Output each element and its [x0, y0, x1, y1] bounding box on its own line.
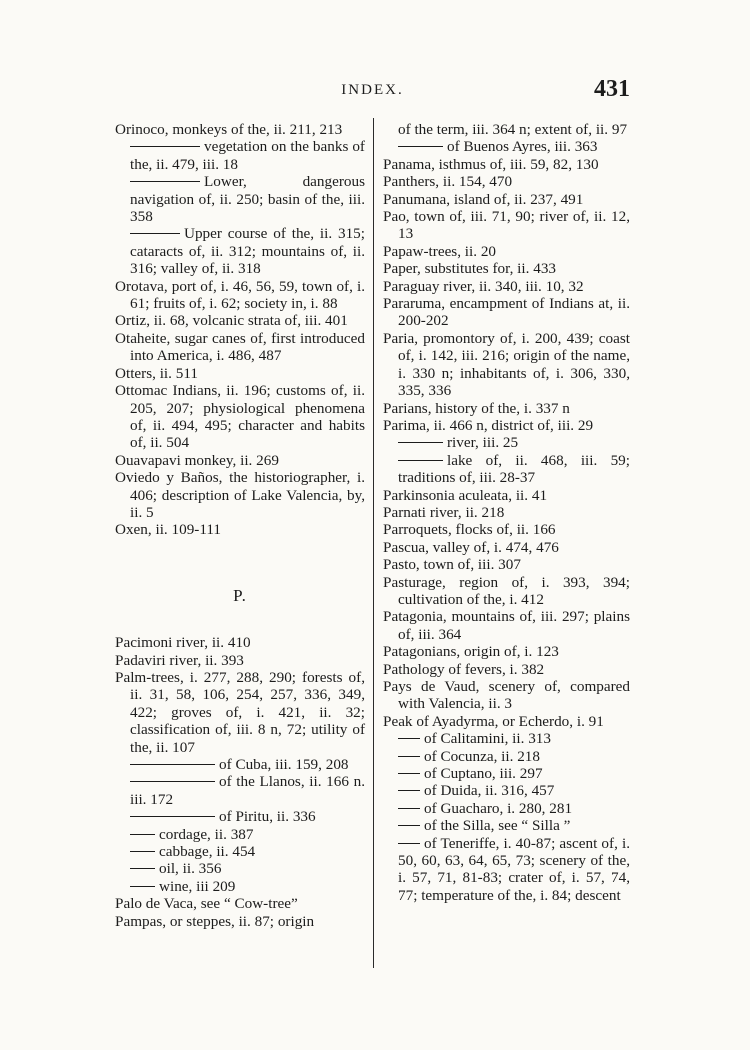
index-entry [115, 860, 365, 877]
entry-text: Paper, substitutes for, ii. 433 [383, 260, 557, 278]
entry-text: Otaheite, sugar canes of, first introduced into America, i. 486, 487 [115, 329, 365, 365]
index-entry [115, 878, 365, 895]
entry-text: Parnati river, ii. 218 [383, 503, 505, 521]
ditto-dash [130, 816, 215, 817]
entry-text: Peak of Ayadyrma, or Echerdo, i. 91 [383, 712, 604, 730]
entry-text: Pampas, or steppes, ii. 87; origin [115, 912, 315, 930]
entry-text: Ouavapavi monkey, ii. 269 [115, 451, 279, 469]
entry-text: of the term, iii. 364 n; extent of, ii. 97 [398, 121, 628, 138]
entry-text: Pasto, town of, iii. 307 [383, 556, 521, 574]
ditto-dash [130, 146, 200, 147]
index-entry [383, 643, 630, 660]
entry-text: vegetation on the banks of the, ii. 479, iii. 18 [130, 138, 365, 173]
index-entry [115, 669, 365, 756]
entry-text: Parima, ii. 466 n, district of, iii. 29 [383, 416, 594, 434]
entry-text: Parroquets, flocks of, ii. 166 [383, 521, 556, 539]
index-entry [115, 843, 365, 860]
index-entry [383, 208, 630, 243]
index-entry [115, 469, 365, 521]
entry-text: Orotava, port of, i. 46, 56, 59, town of, i. 61; fruits of, i. 62; society in, i. 88 [115, 277, 365, 313]
entry-text: of Buenos Ayres, iii. 363 [447, 138, 598, 156]
index-entry [383, 835, 630, 905]
entry-text: of the Silla, see “ Silla ” [424, 817, 571, 835]
index-entry [115, 521, 365, 538]
entry-text: of Cuba, iii. 159, 208 [219, 756, 349, 773]
entry-text: Pacimoni river, ii. 410 [115, 634, 251, 652]
index-entry [383, 330, 630, 400]
entry-text: wine, iii 209 [159, 877, 236, 895]
running-title: INDEX. [341, 82, 404, 98]
entry-text: Pao, town of, iii. 71, 90; river of, ii. 12, 13 [383, 208, 630, 243]
page-header [115, 78, 630, 108]
index-entry [115, 382, 365, 452]
index-entry [115, 365, 365, 382]
index-entry [115, 808, 365, 825]
entry-text: Padaviri river, ii. 393 [115, 651, 244, 669]
right-column [383, 121, 630, 904]
index-entry [383, 138, 630, 155]
entry-text: Ortiz, ii. 68, volcanic strata of, iii. 401 [115, 312, 348, 330]
entry-text: Papaw-trees, ii. 20 [383, 242, 497, 260]
index-entry [383, 452, 630, 487]
entry-text: Parkinsonia aculeata, ii. 41 [383, 486, 548, 504]
index-entry [115, 756, 365, 773]
entry-text: cordage, ii. 387 [159, 825, 254, 843]
index-entry [383, 400, 630, 417]
index-entry [383, 156, 630, 173]
entry-text: Paria, promontory of, i. 200, 439; coast of, i. 142, iii. 216; origin of the name, i. 330 n; inhabitants of, i. 306, 330, 335, 336 [383, 329, 630, 400]
entry-text: Parians, history of the, i. 337 n [383, 399, 570, 417]
index-entry [383, 487, 630, 504]
index-entry [115, 225, 365, 277]
index-entry [115, 652, 365, 669]
ditto-dash [398, 738, 420, 739]
entry-text: of Piritu, ii. 336 [219, 808, 316, 826]
index-entry [383, 173, 630, 190]
left-entries-top [115, 121, 365, 539]
ditto-dash [130, 886, 155, 887]
entry-text: of Cocunza, ii. 218 [424, 747, 540, 765]
index-entry [383, 556, 630, 573]
entry-text: Otters, ii. 511 [115, 364, 198, 382]
index-entry [383, 417, 630, 434]
ditto-dash [398, 460, 443, 461]
index-entry [383, 521, 630, 538]
entry-text: Pathology of fevers, i. 382 [383, 660, 545, 678]
entry-text: lake of, ii. 468, iii. 59; traditions of, iii. 28-37 [398, 451, 630, 487]
ditto-dash [130, 834, 155, 835]
ditto-dash [398, 790, 420, 791]
index-entry [115, 634, 365, 651]
entry-text: of Guacharo, i. 280, 281 [424, 799, 573, 817]
index-entry [115, 452, 365, 469]
entry-text: Paraguay river, ii. 340, iii. 10, 32 [383, 277, 584, 295]
index-entry [115, 895, 365, 912]
entry-text: of Cuptano, iii. 297 [424, 765, 543, 783]
index-entry [115, 121, 365, 138]
entry-text: Ottomac Indians, ii. 196; customs of, ii. 205, 207; physiological phenomena of, ii. 494, 495; character and habits of, ii. 504 [115, 382, 365, 452]
left-entries-bottom [115, 634, 365, 930]
right-entries [383, 121, 630, 904]
entry-text: Pays de Vaud, scenery of, compared with Valencia, ii. 3 [383, 678, 630, 713]
entry-text: Orinoco, monkeys of the, ii. 211, 213 [115, 121, 343, 138]
index-entry [383, 278, 630, 295]
page-number: 431 [594, 76, 630, 102]
ditto-dash [398, 442, 443, 443]
ditto-dash [398, 808, 420, 809]
index-entry [383, 434, 630, 451]
index-entry [383, 539, 630, 556]
index-entry [383, 608, 630, 643]
entry-text: Panama, isthmus of, iii. 59, 82, 130 [383, 155, 599, 173]
entry-text: Palm-trees, i. 277, 288, 290; forests of, ii. 31, 58, 106, 254, 257, 336, 349, 422; groves of, i. 421, ii. 32; classification of, iii. 8 n, 72; utility of the, ii. 107 [115, 668, 365, 756]
index-entry [115, 913, 365, 930]
ditto-dash [130, 181, 200, 182]
ditto-dash [398, 825, 420, 826]
entry-text: Oxen, ii. 109-111 [115, 521, 222, 539]
column-divider [373, 118, 374, 968]
left-column [115, 121, 365, 930]
index-entry [383, 504, 630, 521]
entry-text: of Teneriffe, i. 40-87; ascent of, i. 50, 60, 63, 64, 65, 73; scenery of the, i. 57, 71, 81-83; crater of, i. 57, 74, 77; temperature of the, i. 84; descent [398, 834, 630, 904]
index-entry [383, 800, 630, 817]
index-entry [115, 330, 365, 365]
index-entry [383, 295, 630, 330]
entry-text: of Calitamini, ii. 313 [424, 730, 551, 748]
entry-text: Lower, dangerous navigation of, ii. 250; basin of the, iii. 358 [130, 173, 365, 226]
index-entry [383, 748, 630, 765]
entry-text: Pararuma, encampment of Indians at, ii. 200-202 [383, 295, 630, 330]
index-entry [383, 765, 630, 782]
index-entry [115, 138, 365, 173]
entry-text: Oviedo y Baños, the historiographer, i. 406; description of Lake Valencia, by, ii. 5 [115, 469, 365, 521]
index-entry [383, 782, 630, 799]
index-entry [383, 678, 630, 713]
entry-text: Panthers, ii. 154, 470 [383, 173, 513, 191]
entry-text: Pascua, valley of, i. 474, 476 [383, 538, 559, 556]
entry-text: Palo de Vaca, see “ Cow-tree” [115, 895, 298, 913]
ditto-dash [398, 773, 420, 774]
ditto-dash [130, 233, 180, 234]
index-entry [115, 278, 365, 313]
index-entry [115, 773, 365, 808]
entry-text: Pasturage, region of, i. 393, 394; cultivation of the, i. 412 [383, 573, 630, 608]
ditto-dash [398, 843, 420, 844]
entry-text: Upper course of the, ii. 315; cataracts of, ii. 312; mountains of, ii. 316; valley of, ii. 318 [130, 225, 365, 278]
ditto-dash [130, 764, 215, 765]
index-entry [115, 312, 365, 329]
index-entry [383, 260, 630, 277]
ditto-dash [398, 756, 420, 757]
index-entry [383, 730, 630, 747]
section-letter: P. [233, 585, 247, 605]
index-entry [383, 574, 630, 609]
index-entry [383, 121, 630, 138]
entry-text: of Duida, ii. 316, 457 [424, 782, 555, 800]
index-entry [383, 661, 630, 678]
ditto-dash [398, 146, 443, 147]
entry-text: cabbage, ii. 454 [159, 843, 256, 861]
index-entry [115, 826, 365, 843]
entry-text: Patagonians, origin of, i. 123 [383, 643, 559, 661]
ditto-dash [130, 781, 215, 782]
index-entry [383, 243, 630, 260]
ditto-dash [130, 851, 155, 852]
index-entry [115, 173, 365, 225]
entry-text: Patagonia, mountains of, iii. 297; plains of, iii. 364 [383, 608, 630, 643]
index-entry [383, 817, 630, 834]
index-entry [383, 191, 630, 208]
entry-text: oil, ii. 356 [159, 860, 222, 878]
entry-text: river, iii. 25 [447, 434, 519, 452]
entry-text: Panumana, island of, ii. 237, 491 [383, 190, 584, 208]
entry-text: of the Llanos, ii. 166 n. iii. 172 [130, 773, 365, 808]
index-entry [383, 713, 630, 730]
ditto-dash [130, 868, 155, 869]
